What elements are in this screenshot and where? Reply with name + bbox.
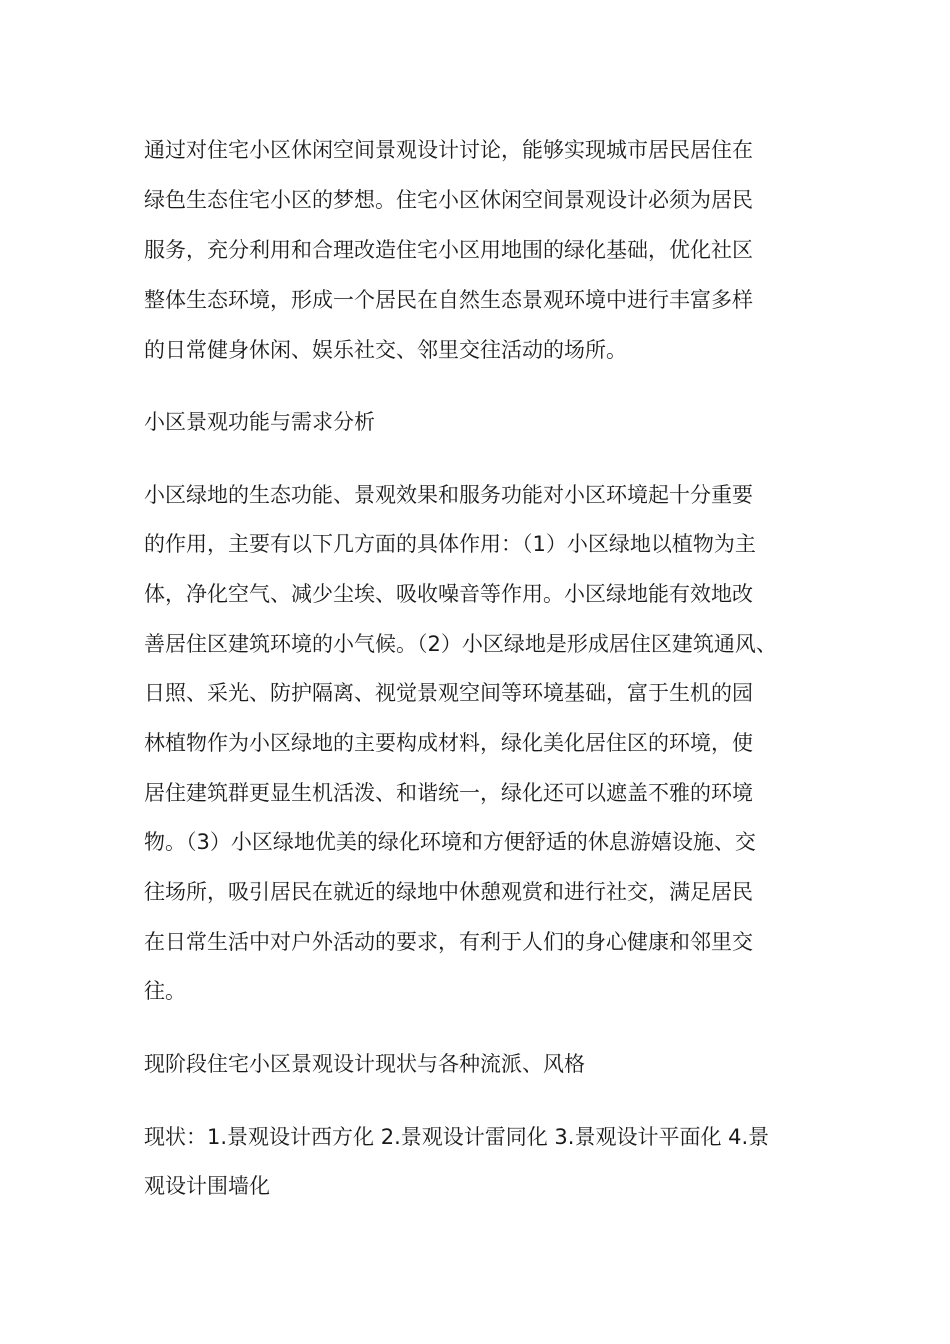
text-line: 在日常生活中对户外活动的要求，有利于人们的身心健康和邻里交: [144, 930, 753, 954]
text-line: 的日常健身休闲、娱乐社交、邻里交往活动的场所。: [144, 338, 627, 362]
text-line: 往。: [144, 979, 186, 1003]
text-line: 林植物作为小区绿地的主要构成材料，绿化美化居住区的环境，使: [144, 731, 753, 755]
text-line: 现状：1.景观设计西方化 2.景观设计雷同化 3.景观设计平面化 4.景: [144, 1125, 770, 1149]
text-line: 观设计围墙化: [144, 1174, 270, 1198]
text-line: 服务，充分利用和合理改造住宅小区用地围的绿化基础，优化社区: [144, 238, 753, 262]
text-line: 居住建筑群更显生机活泼、和谐统一，绿化还可以遮盖不雅的环境: [144, 781, 753, 805]
text-line: 物。（3）小区绿地优美的绿化环境和方便舒适的休息游嬉设施、交: [144, 830, 756, 854]
section-heading: 小区景观功能与需求分析: [144, 410, 375, 434]
text-line: 的作用，主要有以下几方面的具体作用：（1）小区绿地以植物为主: [144, 532, 756, 556]
text-line: 整体生态环境，形成一个居民在自然生态景观环境中进行丰富多样: [144, 288, 753, 312]
text-line: 绿色生态住宅小区的梦想。住宅小区休闲空间景观设计必须为居民: [144, 188, 753, 212]
text-line: 通过对住宅小区休闲空间景观设计讨论，能够实现城市居民居住在: [144, 138, 753, 162]
text-line: 往场所，吸引居民在就近的绿地中休憩观赏和进行社交，满足居民: [144, 880, 753, 904]
text-line: 日照、采光、防护隔离、视觉景观空间等环境基础，富于生机的园: [144, 681, 753, 705]
text-line: 善居住区建筑环境的小气候。（2）小区绿地是形成居住区建筑通风、: [144, 632, 777, 656]
section-heading: 现阶段住宅小区景观设计现状与各种流派、风格: [144, 1052, 585, 1076]
text-line: 体，净化空气、减少尘埃、吸收噪音等作用。小区绿地能有效地改: [144, 582, 753, 606]
text-line: 小区绿地的生态功能、景观效果和服务功能对小区环境起十分重要: [144, 483, 753, 507]
